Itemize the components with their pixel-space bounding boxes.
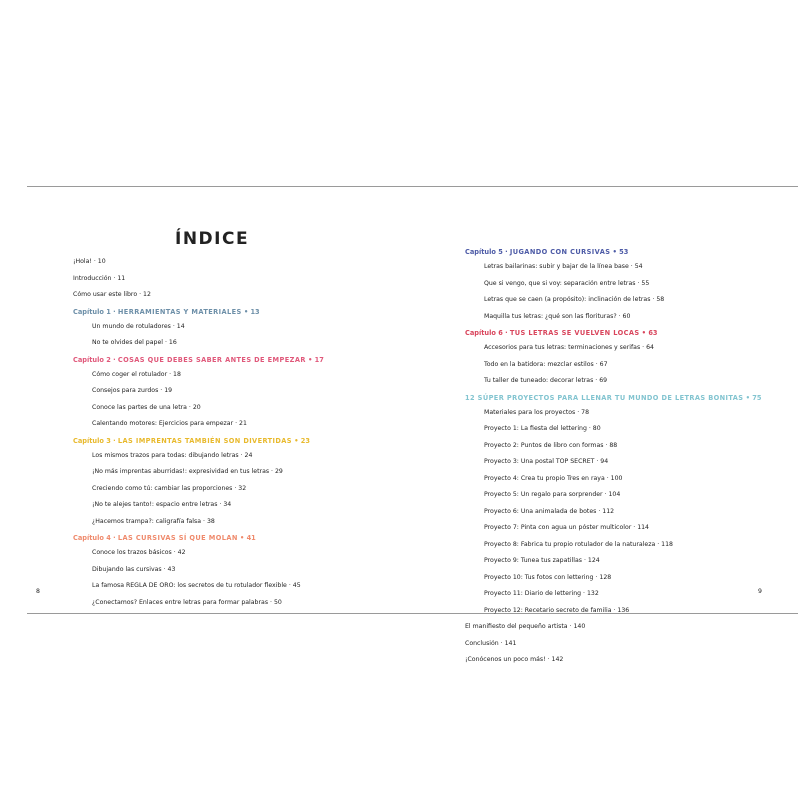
toc-chapter-heading <box>73 308 403 317</box>
toc-subentry: Creciendo como tú: cambiar las proporciones · 32 <box>92 484 247 492</box>
toc-subentry: Letras bailarinas: subir y bajar de la línea base · 54 <box>484 263 643 270</box>
toc-subentry: ¡No más imprentas aburridas!: expresividad en tus letras · 29 <box>92 468 283 475</box>
toc-subentry: Que si vengo, que si voy: separación entre letras · 55 <box>484 279 650 287</box>
toc-subentry: Conoce los trazos básicos · 42 <box>92 549 186 556</box>
toc-subentry: Proyecto 10: Tus fotos con lettering · 128 <box>484 573 612 581</box>
toc-subentry: Un mundo de rotuladores · 14 <box>92 322 185 330</box>
toc-subentry: Dibujando las cursivas · 43 <box>92 565 176 573</box>
toc-subentry: Proyecto 5: Un regalo para sorprender · 104 <box>484 491 621 498</box>
toc-entry: Cómo usar este libro · 12 <box>73 291 151 298</box>
chapter-page: • 53 <box>610 248 629 256</box>
toc-subentry: ¿Conectamos? Enlaces entre letras para formar palabras · 50 <box>92 598 282 606</box>
toc-subentry: Conoce las partes de una letra · 20 <box>92 403 201 411</box>
toc-subentry: Materiales para los proyectos · 78 <box>484 408 590 416</box>
toc-entry: ¡Conócenos un poco más! · 142 <box>465 656 564 663</box>
chapter-title: TUS LETRAS SE VUELVEN LOCAS <box>509 329 640 337</box>
toc-subentry: La famosa REGLA DE ORO: los secretos de tu rotulador flexible · 45 <box>92 582 301 589</box>
toc-subentry: No te olvides del papel · 16 <box>92 339 177 346</box>
chapter-label: Capítulo 6 · <box>465 329 510 337</box>
toc-subentry: Consejos para zurdos · 19 <box>92 387 173 394</box>
toc-subentry: Los mismos trazos para todas: dibujando letras · 24 <box>92 451 253 459</box>
toc-subentry: Proyecto 9: Tunea tus zapatillas · 124 <box>484 557 600 564</box>
chapter-page: • 13 <box>241 307 260 316</box>
toc-right-column <box>465 241 795 673</box>
chapter-page: • 63 <box>639 329 658 337</box>
toc-chapter-heading <box>465 394 795 403</box>
page-number-left: 8 <box>36 588 40 595</box>
chapter-title: 12 SÚPER PROYECTOS PARA LLENAR TU MUNDO DE LETRAS BONITAS <box>465 393 744 402</box>
toc-subentry: Proyecto 6: Una animalada de botes · 112 <box>484 507 615 515</box>
toc-subentry: Proyecto 4: Crea tu propio Tres en raya · 100 <box>484 474 623 482</box>
chapter-label: Capítulo 1 · <box>73 307 118 316</box>
toc-left-column <box>73 258 403 615</box>
chapter-title: LAS CURSIVAS SÍ QUE MOLAN <box>117 534 238 542</box>
toc-subentry: Maquilla tus letras: ¿qué son las florituras? · 60 <box>484 312 631 320</box>
toc-subentry: Proyecto 1: La fiesta del lettering · 80 <box>484 425 601 432</box>
toc-chapter-heading <box>465 248 795 257</box>
toc-chapter-heading <box>73 356 403 365</box>
chapter-label: Capítulo 4 · <box>73 534 118 542</box>
chapter-title: HERRAMIENTAS Y MATERIALES <box>117 307 242 316</box>
toc-chapter-heading <box>73 534 403 543</box>
toc-entry: ¡Hola! · 10 <box>73 258 106 265</box>
toc-subentry: Cómo coger el rotulador · 18 <box>92 370 181 378</box>
chapter-page: • 75 <box>743 393 762 402</box>
toc-entry: El manifiesto del pequeño artista · 140 <box>465 623 586 630</box>
page-title: ÍNDICE <box>175 229 250 249</box>
chapter-label: Capítulo 5 · <box>465 248 510 256</box>
toc-subentry: Todo en la batidora: mezclar estilos · 67 <box>484 360 608 368</box>
toc-subentry: Proyecto 2: Puntos de libro con formas · 88 <box>484 441 618 449</box>
chapter-title: COSAS QUE DEBES SABER ANTES DE EMPEZAR <box>117 355 306 364</box>
toc-subentry: Accesorios para tus letras: terminaciones y serifas · 64 <box>484 344 654 351</box>
toc-entry: Conclusión · 141 <box>465 639 517 647</box>
chapter-title: LAS IMPRENTAS TAMBIÉN SON DIVERTIDAS <box>117 436 292 445</box>
toc-subentry: Proyecto 12: Recetario secreto de familia · 136 <box>484 606 630 614</box>
chapter-title: JUGANDO CON CURSIVAS <box>509 248 611 256</box>
chapter-label: Capítulo 2 · <box>73 355 118 364</box>
chapter-label: Capítulo 3 · <box>73 436 118 445</box>
toc-subentry: Proyecto 11: Diario de lettering · 132 <box>484 590 599 597</box>
toc-subentry: ¿Hacemos trampa?: caligrafía falsa · 38 <box>92 517 215 525</box>
toc-chapter-heading <box>465 329 795 338</box>
toc-subentry: Letras que se caen (a propósito): inclinación de letras · 58 <box>484 296 665 303</box>
toc-subentry: Proyecto 3: Una postal TOP SECRET · 94 <box>484 458 609 465</box>
toc-subentry: Proyecto 7: Pinta con agua un póster multicolor · 114 <box>484 524 649 531</box>
toc-subentry: ¡No te alejes tanto!: espacio entre letras · 34 <box>92 501 232 508</box>
toc-chapter-heading <box>73 437 403 446</box>
chapter-page: • 41 <box>237 534 256 542</box>
toc-entry: Introducción · 11 <box>73 274 126 282</box>
toc-subentry: Tu taller de tuneado: decorar letras · 69 <box>484 377 608 384</box>
chapter-page: • 23 <box>291 436 310 445</box>
page-number-right: 9 <box>758 588 762 595</box>
toc-subentry: Proyecto 8: Fabrica tu propio rotulador de la naturaleza · 118 <box>484 540 673 548</box>
toc-subentry: Calentando motores: Ejercicios para empezar · 21 <box>92 420 247 427</box>
chapter-page: • 17 <box>305 355 324 364</box>
